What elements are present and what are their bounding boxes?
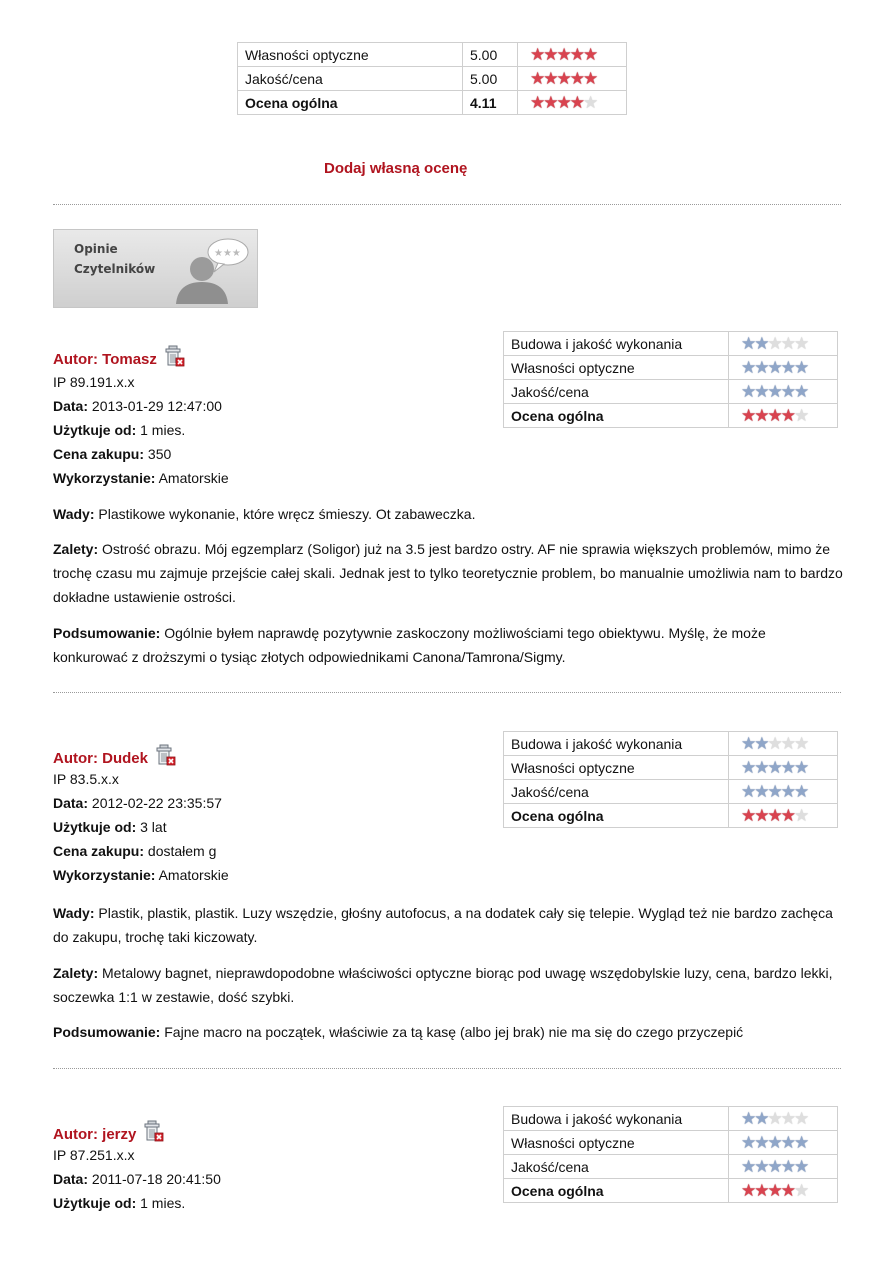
rating-value: 4.11 xyxy=(463,91,518,115)
rating-row xyxy=(504,1155,838,1179)
rating-label: Własności optyczne xyxy=(504,756,729,780)
star-filled-icon: ★ xyxy=(754,1133,768,1152)
star-filled-icon: ★ xyxy=(583,69,597,88)
date-value: 2011-07-18 20:41:50 xyxy=(91,1171,221,1187)
uses-since-value: 1 mies. xyxy=(140,422,186,438)
star-empty-icon: ★ xyxy=(767,734,781,753)
rating-row xyxy=(504,1131,838,1155)
star-filled-icon: ★ xyxy=(754,1181,768,1200)
review-author xyxy=(53,1120,164,1143)
review-cons: Wady: Plastik, plastik, plastik. Luzy wszędzie, głośny autofocus, a na dodatek cały się telepie. Wygląd też nie bardzo zachęca do zakupu, trochę taki kiczowaty. xyxy=(53,905,833,945)
star-filled-icon: ★ xyxy=(780,1133,794,1152)
rating-label: Jakość/cena xyxy=(504,1155,729,1179)
rating-row-overall xyxy=(238,91,627,115)
star-filled-icon: ★ xyxy=(741,1109,755,1128)
star-filled-icon: ★ xyxy=(794,758,808,777)
star-filled-icon: ★ xyxy=(556,69,570,88)
star-filled-icon: ★ xyxy=(543,93,557,112)
uses-since-line: Użytkuje od: 1 mies. xyxy=(53,422,186,438)
star-filled-icon: ★ xyxy=(767,758,781,777)
delete-trash-icon[interactable] xyxy=(156,744,176,766)
star-filled-icon: ★ xyxy=(530,45,544,64)
rating-label: Własności optyczne xyxy=(504,1131,729,1155)
ip-line: IP 87.251.x.x xyxy=(53,1147,135,1163)
rating-row xyxy=(504,356,838,380)
summary-rating-table xyxy=(237,42,627,115)
price-line: Cena zakupu: 350 xyxy=(53,446,172,462)
ip-value: 83.5.x.x xyxy=(69,771,119,787)
review-meta xyxy=(53,370,229,490)
review-summary: Podsumowanie: Ogólnie byłem naprawdę pozytywnie zaskoczony możliwościami tego obiektywu. Myślę, że może konkurować z droższymi o tysiąc złotych odpowiednikami Canona/Tamrona/Sigmy. xyxy=(53,625,766,665)
star-filled-icon: ★ xyxy=(569,45,583,64)
rating-label: Budowa i jakość wykonania xyxy=(504,1107,729,1131)
star-filled-icon: ★ xyxy=(569,93,583,112)
star-rating xyxy=(729,732,838,756)
review-rating-table xyxy=(503,331,838,428)
star-filled-icon: ★ xyxy=(741,734,755,753)
star-filled-icon: ★ xyxy=(780,806,794,825)
review-cons: Wady: Plastikowe wykonanie, które wręcz śmieszy. Ot zabaweczka. xyxy=(53,506,476,522)
star-filled-icon: ★ xyxy=(780,758,794,777)
delete-trash-icon[interactable] xyxy=(144,1120,164,1142)
star-filled-icon: ★ xyxy=(780,1157,794,1176)
star-filled-icon: ★ xyxy=(530,69,544,88)
divider xyxy=(53,1068,841,1069)
star-filled-icon: ★ xyxy=(780,382,794,401)
divider xyxy=(53,692,841,693)
star-rating xyxy=(729,1107,838,1131)
star-filled-icon: ★ xyxy=(794,358,808,377)
rating-row-overall xyxy=(504,804,838,828)
rating-row xyxy=(504,756,838,780)
rating-row xyxy=(504,1107,838,1131)
star-filled-icon: ★ xyxy=(767,1181,781,1200)
star-filled-icon: ★ xyxy=(741,358,755,377)
badge-line2: Czytelników xyxy=(74,262,156,276)
price-line: Cena zakupu: dostałem g xyxy=(53,843,217,859)
star-filled-icon: ★ xyxy=(794,1157,808,1176)
star-empty-icon: ★ xyxy=(794,734,808,753)
star-filled-icon: ★ xyxy=(741,1133,755,1152)
star-filled-icon: ★ xyxy=(741,1181,755,1200)
star-empty-icon: ★ xyxy=(767,334,781,353)
star-rating xyxy=(729,804,838,828)
rating-label: Ocena ogólna xyxy=(504,1179,729,1203)
rating-label: Budowa i jakość wykonania xyxy=(504,332,729,356)
reader-opinions-badge xyxy=(53,229,258,308)
usage-value: Amatorskie xyxy=(158,470,229,486)
usage-value: Amatorskie xyxy=(158,867,229,883)
star-empty-icon: ★ xyxy=(794,1109,808,1128)
reader-avatar-icon xyxy=(162,236,252,304)
star-rating xyxy=(729,1155,838,1179)
review-author xyxy=(53,744,176,767)
rating-value: 5.00 xyxy=(463,67,518,91)
star-empty-icon: ★ xyxy=(794,334,808,353)
rating-row-overall xyxy=(504,1179,838,1203)
uses-since-value: 3 lat xyxy=(140,819,167,835)
rating-label: Własności optyczne xyxy=(238,43,463,67)
review-meta xyxy=(53,767,229,887)
rating-value: 5.00 xyxy=(463,43,518,67)
star-filled-icon: ★ xyxy=(754,1157,768,1176)
star-filled-icon: ★ xyxy=(543,45,557,64)
star-filled-icon: ★ xyxy=(754,358,768,377)
star-filled-icon: ★ xyxy=(741,782,755,801)
price-value: 350 xyxy=(147,446,172,462)
svg-text:★★★: ★★★ xyxy=(214,248,241,259)
star-filled-icon: ★ xyxy=(543,69,557,88)
star-rating xyxy=(729,1179,838,1203)
star-rating xyxy=(518,67,627,91)
rating-row xyxy=(504,332,838,356)
delete-trash-icon[interactable] xyxy=(165,345,185,367)
ip-value: 89.191.x.x xyxy=(69,374,135,390)
ip-value: 87.251.x.x xyxy=(69,1147,135,1163)
star-empty-icon: ★ xyxy=(780,334,794,353)
star-filled-icon: ★ xyxy=(780,1181,794,1200)
uses-since-value: 1 mies. xyxy=(140,1195,186,1211)
star-empty-icon: ★ xyxy=(780,1109,794,1128)
star-filled-icon: ★ xyxy=(754,782,768,801)
star-filled-icon: ★ xyxy=(556,45,570,64)
star-rating xyxy=(729,380,838,404)
rating-label: Własności optyczne xyxy=(504,356,729,380)
rating-label: Budowa i jakość wykonania xyxy=(504,732,729,756)
star-empty-icon: ★ xyxy=(794,806,808,825)
review-pros: Zalety: Ostrość obrazu. Mój egzemplarz (Soligor) już na 3.5 jest bardzo ostry. AF nie sprawia większych problemów, mimo że trochę czasu mu zajmuje przejście całej skali. Jednak jest to tylko teoretycznie problem, bo manualnie umożliwia nam to bardzo dokładne ustawienie ostrości. xyxy=(53,541,843,605)
star-rating xyxy=(729,404,838,428)
star-rating xyxy=(729,332,838,356)
star-rating xyxy=(729,756,838,780)
date-value: 2012-02-22 23:35:57 xyxy=(91,795,222,811)
star-filled-icon: ★ xyxy=(754,1109,768,1128)
uses-since-line: Użytkuje od: 3 lat xyxy=(53,819,167,835)
star-filled-icon: ★ xyxy=(767,358,781,377)
star-filled-icon: ★ xyxy=(741,806,755,825)
add-review-link[interactable]: Dodaj własną ocenę xyxy=(324,160,468,177)
star-filled-icon: ★ xyxy=(767,782,781,801)
uses-since-line: Użytkuje od: 1 mies. xyxy=(53,1195,186,1211)
review-rating-table xyxy=(503,1106,838,1203)
review-summary: Podsumowanie: Fajne macro na początek, właściwie za tą kasę (albo jej brak) nie ma się do czego przyczepić xyxy=(53,1024,744,1040)
star-filled-icon: ★ xyxy=(569,69,583,88)
star-filled-icon: ★ xyxy=(741,758,755,777)
star-filled-icon: ★ xyxy=(530,93,544,112)
author-name: Autor: jerzy xyxy=(53,1126,137,1143)
star-filled-icon: ★ xyxy=(767,806,781,825)
star-rating xyxy=(518,91,627,115)
rating-label: Jakość/cena xyxy=(504,780,729,804)
rating-label: Jakość/cena xyxy=(238,67,463,91)
rating-label: Ocena ogólna xyxy=(504,404,729,428)
rating-row xyxy=(504,380,838,404)
star-empty-icon: ★ xyxy=(583,93,597,112)
star-filled-icon: ★ xyxy=(741,334,755,353)
star-rating xyxy=(729,356,838,380)
rating-label: Ocena ogólna xyxy=(238,91,463,115)
badge-line1: Opinie xyxy=(74,242,118,256)
review-meta xyxy=(53,1143,221,1215)
author-name: Autor: Dudek xyxy=(53,750,148,767)
rating-row xyxy=(238,67,627,91)
star-filled-icon: ★ xyxy=(767,1133,781,1152)
usage-line: Wykorzystanie: Amatorskie xyxy=(53,867,229,883)
date-line: Data: 2012-02-22 23:35:57 xyxy=(53,795,222,811)
star-filled-icon: ★ xyxy=(754,734,768,753)
usage-line: Wykorzystanie: Amatorskie xyxy=(53,470,229,486)
star-empty-icon: ★ xyxy=(794,1181,808,1200)
star-rating xyxy=(729,780,838,804)
author-name: Autor: Tomasz xyxy=(53,351,157,368)
star-filled-icon: ★ xyxy=(754,806,768,825)
star-filled-icon: ★ xyxy=(741,382,755,401)
star-filled-icon: ★ xyxy=(780,406,794,425)
review-rating-table xyxy=(503,731,838,828)
star-empty-icon: ★ xyxy=(767,1109,781,1128)
star-filled-icon: ★ xyxy=(754,758,768,777)
ip-line: IP 89.191.x.x xyxy=(53,374,135,390)
star-filled-icon: ★ xyxy=(754,334,768,353)
star-empty-icon: ★ xyxy=(794,406,808,425)
star-filled-icon: ★ xyxy=(556,93,570,112)
ip-line: IP 83.5.x.x xyxy=(53,771,119,787)
star-filled-icon: ★ xyxy=(780,358,794,377)
rating-row xyxy=(504,780,838,804)
star-filled-icon: ★ xyxy=(583,45,597,64)
review-author xyxy=(53,345,185,368)
review-pros: Zalety: Metalowy bagnet, nieprawdopodobne właściwości optyczne biorąc pod uwagę wszędobylskie luzy, cena, bardzo lekki, soczewka 1:1 w zestawie, dość szybki. xyxy=(53,965,833,1005)
price-value: dostałem g xyxy=(147,843,217,859)
star-filled-icon: ★ xyxy=(794,382,808,401)
rating-label: Jakość/cena xyxy=(504,380,729,404)
date-line: Data: 2011-07-18 20:41:50 xyxy=(53,1171,221,1187)
divider xyxy=(53,204,841,205)
star-filled-icon: ★ xyxy=(741,1157,755,1176)
star-rating xyxy=(729,1131,838,1155)
date-line: Data: 2013-01-29 12:47:00 xyxy=(53,398,222,414)
star-filled-icon: ★ xyxy=(767,406,781,425)
star-empty-icon: ★ xyxy=(780,734,794,753)
star-filled-icon: ★ xyxy=(780,782,794,801)
star-filled-icon: ★ xyxy=(754,382,768,401)
star-filled-icon: ★ xyxy=(741,406,755,425)
star-rating xyxy=(518,43,627,67)
star-filled-icon: ★ xyxy=(767,1157,781,1176)
star-filled-icon: ★ xyxy=(794,1133,808,1152)
star-filled-icon: ★ xyxy=(767,382,781,401)
date-value: 2013-01-29 12:47:00 xyxy=(91,398,222,414)
rating-row-overall xyxy=(504,404,838,428)
rating-row xyxy=(238,43,627,67)
rating-row xyxy=(504,732,838,756)
star-filled-icon: ★ xyxy=(794,782,808,801)
rating-label: Ocena ogólna xyxy=(504,804,729,828)
star-filled-icon: ★ xyxy=(754,406,768,425)
